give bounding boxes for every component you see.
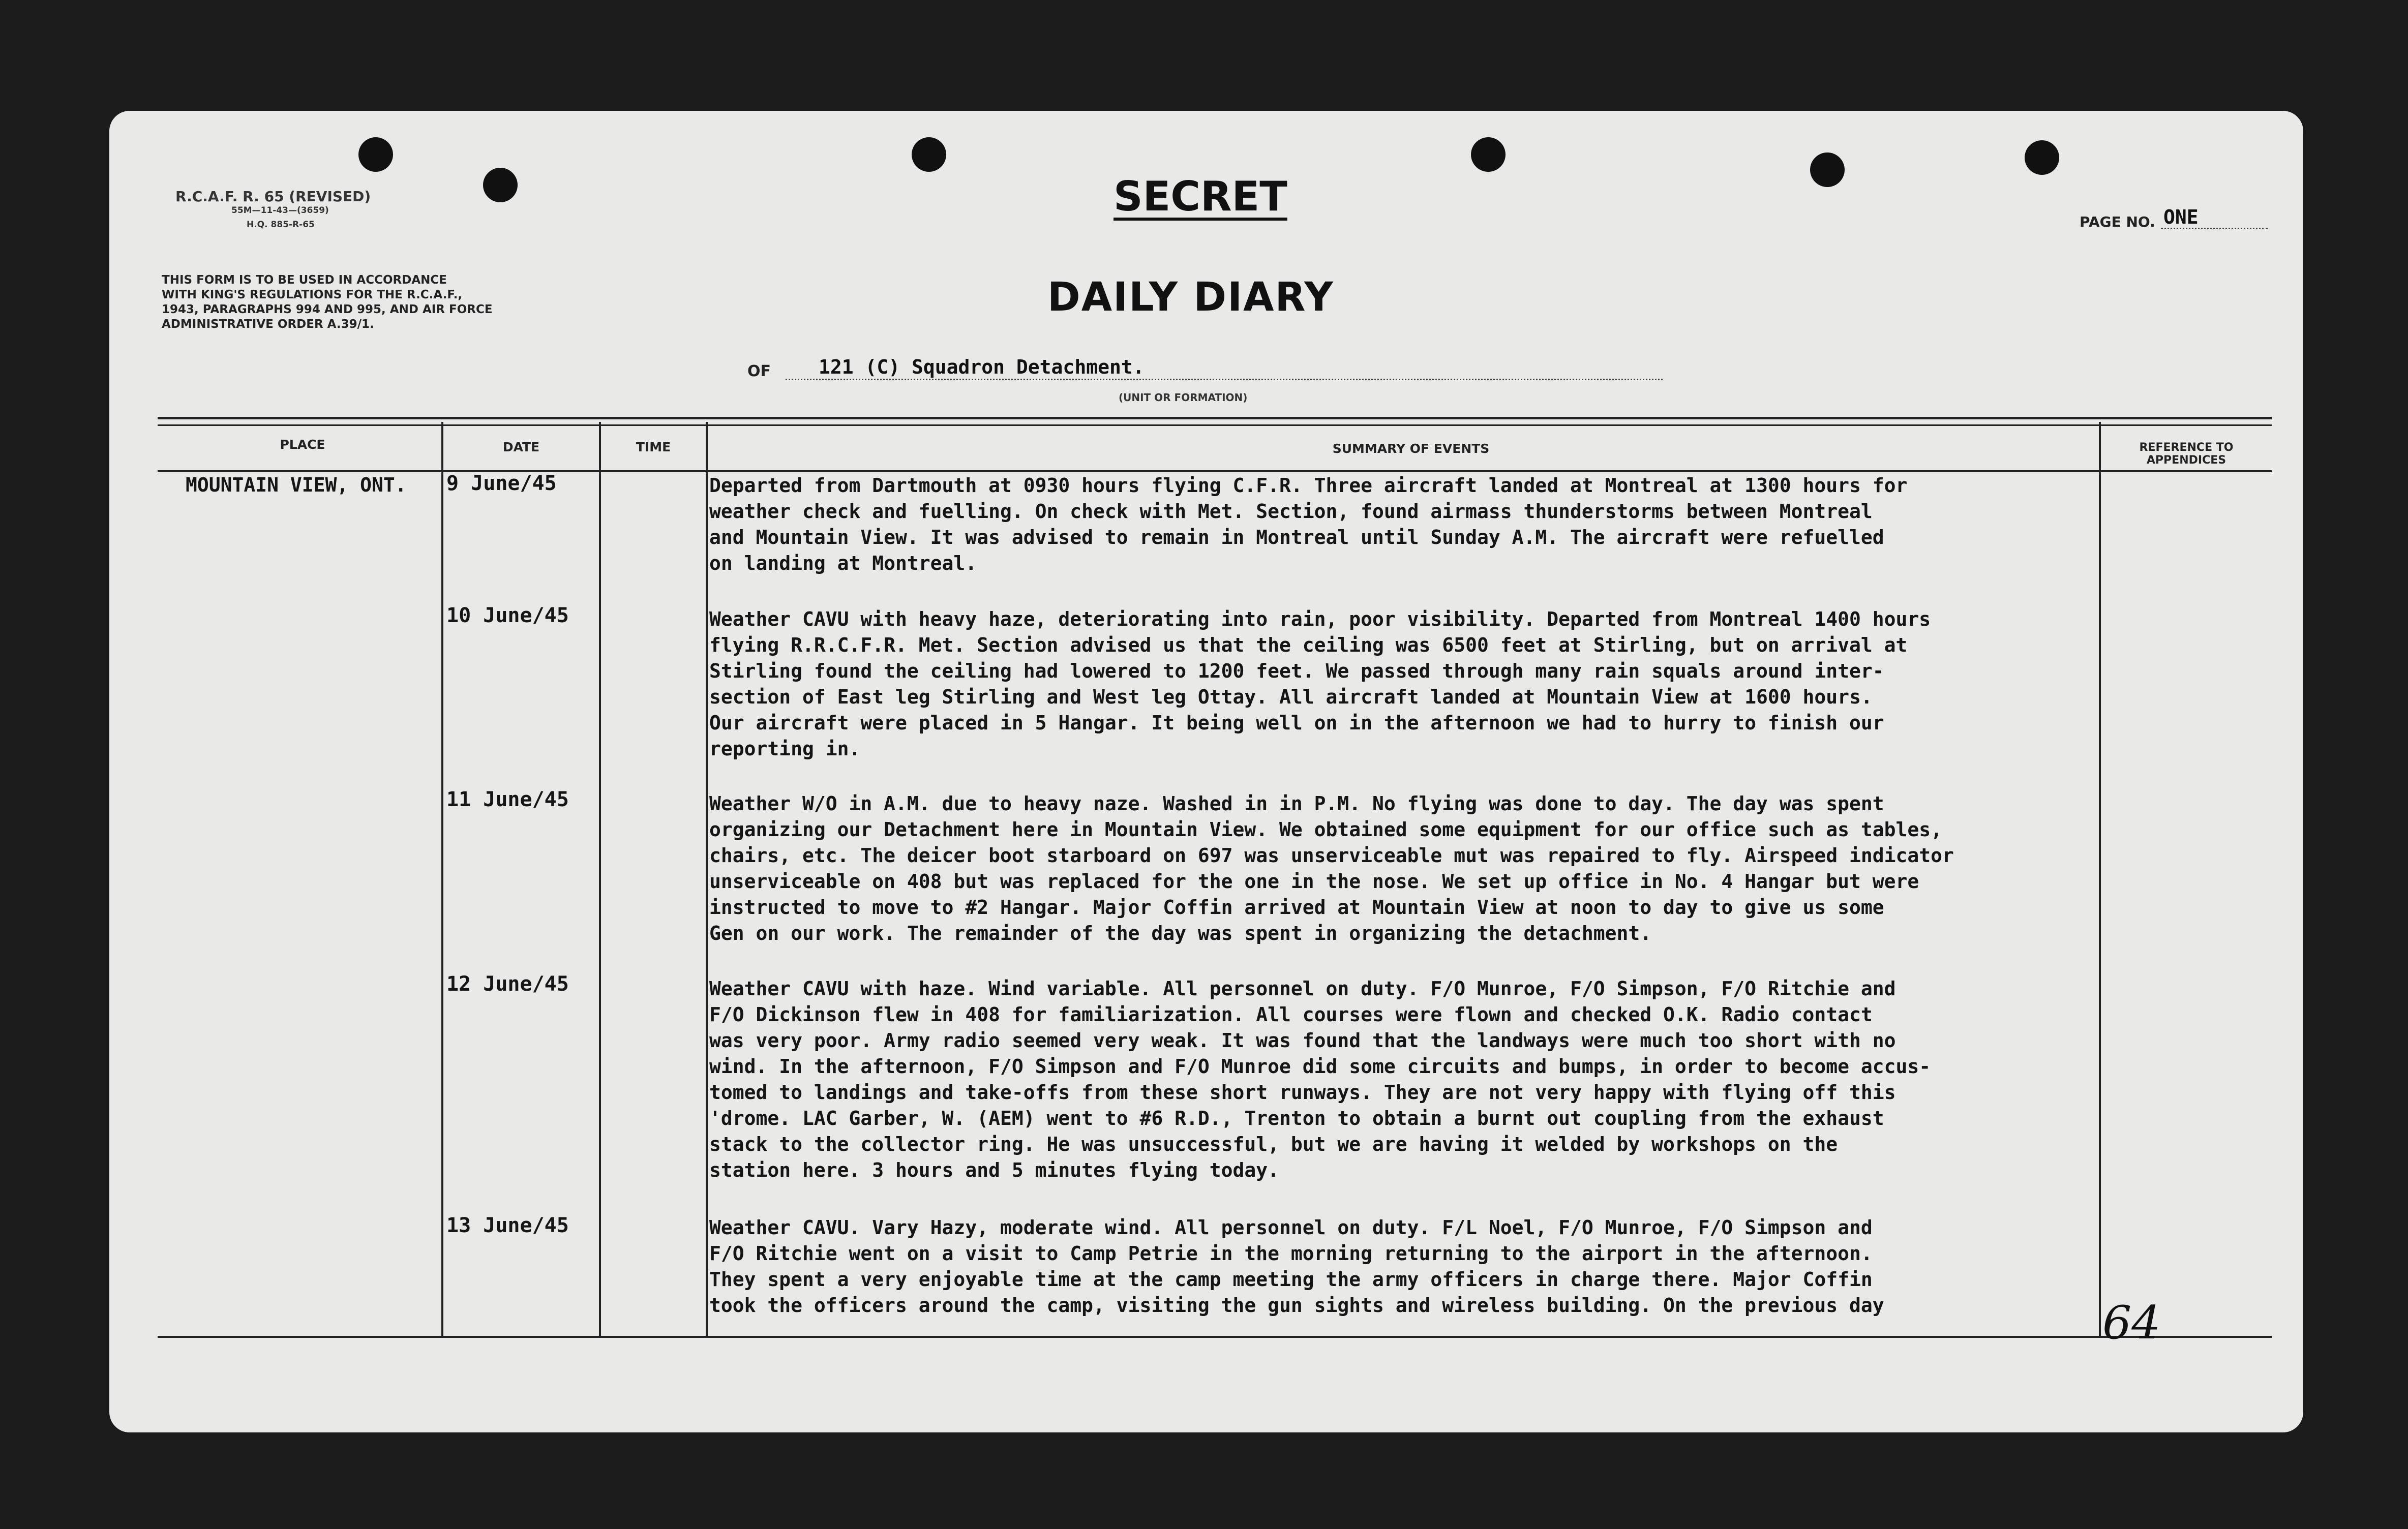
entry-date: 10 June/45	[446, 604, 569, 627]
column-divider-date	[599, 422, 601, 1336]
summary-line: Weather CAVU with haze. Wind variable. All personnel on duty. F/O Munroe, F/O Simpson, F/O Ritchie and	[709, 977, 1896, 1000]
binder-hole-2	[483, 168, 518, 202]
page-title: DAILY DIARY	[1047, 274, 1334, 320]
summary-line: They spent a very enjoyable time at the camp meeting the army officers in charge there. Major Coffin	[709, 1268, 1873, 1291]
unit-name: 121 (C) Squadron Detachment.	[819, 356, 1145, 378]
entry-date: 9 June/45	[446, 472, 557, 495]
entry-date: 13 June/45	[446, 1214, 569, 1237]
form-id-line1: R.C.A.F. R. 65 (REVISED)	[175, 188, 371, 205]
summary-line: flying R.R.C.F.R. Met. Section advised us that the ceiling was 6500 feet at Stirling, but on arrival at	[709, 634, 1908, 656]
binder-hole-5	[1810, 152, 1845, 187]
summary-line: chairs, etc. The deicer boot starboard on 697 was unserviceable mut was repaired to fly. Airspeed indicator	[709, 844, 1954, 867]
summary-line: station here. 3 hours and 5 minutes flying today.	[709, 1159, 1280, 1181]
entry-summary	[709, 606, 2133, 762]
summary-line: Weather W/O in A.M. due to heavy naze. Washed in in P.M. No flying was done to day. The day was spent	[709, 792, 1884, 815]
summary-line: Weather CAVU. Vary Hazy, moderate wind. All personnel on duty. F/L Noel, F/O Munroe, F/O Simpson and	[709, 1216, 1873, 1239]
binder-hole-6	[2025, 140, 2059, 175]
binder-hole-4	[1471, 137, 1506, 172]
summary-line: reporting in.	[709, 738, 861, 760]
reference-header-line: REFERENCE TO	[2139, 441, 2234, 454]
column-divider-time	[706, 422, 708, 1336]
summary-line: tomed to landings and take-offs from these short runways. They are not very happy with flying off this	[709, 1081, 1896, 1104]
table-top-rule-2	[158, 424, 2272, 426]
unit-line	[786, 379, 1663, 380]
classification-heading: SECRET	[1113, 173, 1287, 220]
summary-line: Departed from Dartmouth at 0930 hours flying C.F.R. Three aircraft landed at Montreal at 1300 hours for	[709, 474, 1908, 497]
page-number-value: ONE	[2163, 206, 2199, 228]
form-note-line: WITH KING'S REGULATIONS FOR THE R.C.A.F.,	[162, 288, 463, 301]
summary-line: unserviceable on 408 but was replaced for the one in the nose. We set up office in No. 4 Hangar but were	[709, 870, 1919, 893]
form-id-line3: H.Q. 885-R-65	[247, 220, 315, 230]
column-header-date: DATE	[502, 440, 540, 454]
summary-line: on landing at Montreal.	[709, 552, 977, 574]
summary-line: wind. In the afternoon, F/O Simpson and F/O Munroe did some circuits and bumps, in order to become accus-	[709, 1055, 1931, 1078]
summary-line: Our aircraft were placed in 5 Hangar. It being well on in the afternoon we had to hurry to finish our	[709, 712, 1884, 734]
entry-summary	[709, 473, 2133, 576]
summary-line: stack to the collector ring. He was unsuccessful, but we are having it welded by workshops on the	[709, 1133, 1838, 1155]
column-header-reference	[2105, 441, 2268, 467]
binder-hole-1	[358, 137, 393, 172]
unit-caption: (UNIT OR FORMATION)	[1119, 391, 1248, 404]
summary-line: Gen on our work. The remainder of the day was spent in organizing the detachment.	[709, 922, 1652, 944]
entry-summary	[709, 976, 2133, 1183]
form-note-line: THIS FORM IS TO BE USED IN ACCORDANCE	[162, 273, 447, 287]
binder-hole-3	[912, 137, 946, 172]
summary-line: organizing our Detachment here in Mountain View. We obtained some equipment for our office such as tables,	[709, 818, 1943, 841]
column-header-time: TIME	[636, 440, 671, 454]
summary-line: Stirling found the ceiling had lowered to 1200 feet. We passed through many rain squals around inter-	[709, 660, 1884, 682]
summary-line: instructed to move to #2 Hangar. Major Coffin arrived at Mountain View at noon to day to give us some	[709, 896, 1884, 919]
page-number-label: PAGE NO.	[2080, 213, 2155, 230]
place-value: MOUNTAIN VIEW, ONT.	[186, 474, 407, 496]
summary-line: F/O Dickinson flew in 408 for familiarization. All courses were flown and checked O.K. Radio contact	[709, 1003, 1873, 1026]
unit-of-label: OF	[747, 362, 771, 380]
form-note-line: 1943, PARAGRAPHS 994 AND 995, AND AIR FORCE	[162, 303, 493, 316]
entry-summary	[709, 1215, 2133, 1319]
summary-line: F/O Ritchie went on a visit to Camp Petrie in the morning returning to the airport in the afternoon.	[709, 1242, 1873, 1265]
summary-line: weather check and fuelling. On check with Met. Section, found airmass thunderstorms between Montreal	[709, 500, 1873, 523]
reference-header-line: APPENDICES	[2146, 454, 2226, 467]
summary-line: took the officers around the camp, visiting the gun sights and wireless building. On the previous day	[709, 1294, 1884, 1317]
form-note-line: ADMINISTRATIVE ORDER A.39/1.	[162, 318, 374, 331]
form-regulation-note	[162, 273, 493, 332]
column-header-summary: SUMMARY OF EVENTS	[1332, 441, 1490, 456]
entry-summary	[709, 791, 2133, 946]
summary-line: was very poor. Army radio seemed very weak. It was found that the landways were much too short with no	[709, 1029, 1896, 1052]
page-number-line	[2161, 228, 2268, 229]
summary-line: and Mountain View. It was advised to remain in Montreal until Sunday A.M. The aircraft were refuelled	[709, 526, 1884, 548]
table-top-rule	[158, 417, 2272, 419]
entry-date: 12 June/45	[446, 972, 569, 996]
column-header-place: PLACE	[280, 437, 325, 452]
summary-line: Weather CAVU with heavy haze, deteriorating into rain, poor visibility. Departed from Montreal 1400 hours	[709, 608, 1931, 630]
summary-line: 'drome. LAC Garber, W. (AEM) went to #6 R.D., Trenton to obtain a burnt out coupling from the exhaust	[709, 1107, 1884, 1129]
entry-date: 11 June/45	[446, 788, 569, 811]
column-divider-place	[441, 422, 443, 1336]
summary-line: section of East leg Stirling and West leg Ottay. All aircraft landed at Mountain View at 1600 hours.	[709, 686, 1873, 708]
handwritten-page-number: 64	[2102, 1296, 2161, 1350]
table-bottom-rule	[158, 1336, 2272, 1338]
form-id-line2: 55M—11-43—(3659)	[231, 205, 329, 216]
